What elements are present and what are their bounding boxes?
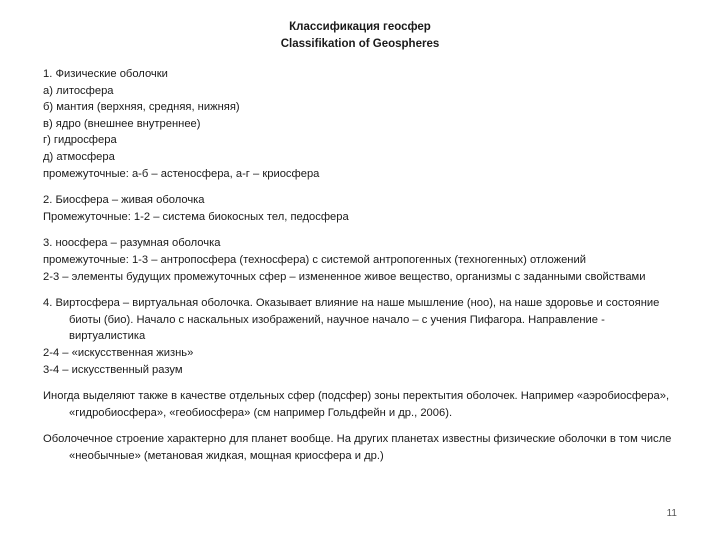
intermediate-noosphere-2-3: 2-3 – элементы будущих промежуточных сфер – измененное живое вещество, организмы с заданными свойствами xyxy=(43,270,646,283)
section-physical-shells xyxy=(43,66,683,182)
page-number: 11 xyxy=(666,508,677,519)
list-item-atmosphere: д) атмосфера xyxy=(43,150,115,163)
list-item-mantle: б) мантия (верхняя, средняя, нижняя) xyxy=(43,101,240,114)
biosphere-heading: 2. Биосфера – живая оболочка xyxy=(43,194,205,207)
planetary-shells-paragraph: Оболочечное строение характерно для планет вообще. На других планетах известны физические оболочки в том числе «необычные» (метановая жидкая, мощная криосфера и др.) xyxy=(43,433,672,462)
section-noosphere xyxy=(43,235,683,285)
noosphere-heading: 3. ноосфера – разумная оболочка xyxy=(43,237,221,250)
intermediate-biosphere: Промежуточные: 1-2 – система биокосных тел, педосфера xyxy=(43,210,349,223)
intermediate-virtosphere-3-4: 3-4 – искусственный разум xyxy=(43,363,183,376)
physical-shells-heading: 1. Физические оболочки xyxy=(43,68,168,80)
section-biosphere xyxy=(43,192,683,225)
list-item-core: в) ядро (внешнее внутреннее) xyxy=(43,117,201,130)
section-virtosphere xyxy=(43,295,683,378)
title-english: Classifikation of Geospheres xyxy=(280,38,440,50)
slide-body xyxy=(43,66,683,474)
list-item-hydrosphere: г) гидросфера xyxy=(43,134,117,147)
list-item-lithosphere: а) литосфера xyxy=(43,84,114,97)
intermediate-physical: промежуточные: а-б – астеносфера, а-г – криосфера xyxy=(43,167,320,180)
intermediate-noosphere-1-3: промежуточные: 1-3 – антропосфера (техносфера) с системой антропогенных (техногенных) отложений xyxy=(43,253,586,266)
slide-title xyxy=(0,19,720,53)
intermediate-virtosphere-2-4: 2-4 – «искусственная жизнь» xyxy=(43,346,194,359)
section-planetary-shells xyxy=(43,431,683,464)
virtosphere-description: 4. Виртосфера – виртуальная оболочка. Оказывает влияние на наше мышление (ноо), на наше здоровье и состояние биоты (био). Начало с наскальных изображений, научное начало – с учения Пифагора. Направление - виртуалистика xyxy=(43,297,660,343)
title-russian: Классификация геосфер xyxy=(289,21,431,33)
section-overlap-zones xyxy=(43,388,683,421)
overlap-zones-paragraph: Иногда выделяют также в качестве отдельных сфер (подсфер) зоны перектытия оболочек. Например «аэробиосфера», «гидробиосфера», «геобиосфера» (см например Гольдфейн и др., 2006). xyxy=(43,390,670,419)
